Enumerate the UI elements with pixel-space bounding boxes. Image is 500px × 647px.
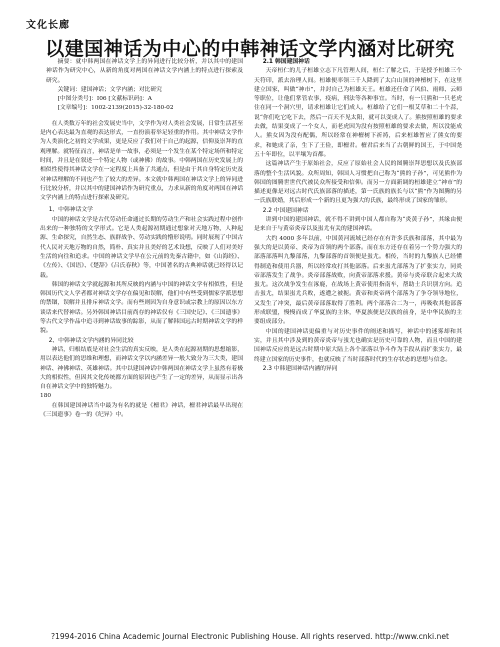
body-paragraph: 天帝桓仁的儿子桓雄立志下凡管理人间，桓仁了解之后，于是授予桓雄三个天符印，派去治理人间。桓雄便率领三千人降到了太白山顶的神檀树下，在这里建立国家，叫做“神市”，并封自己为桓雄天王。桓雄还任命了风伯、雨师、云师等职位，让他们掌管农事，疫病，刑法等各种事宜。当时，有一只熊和一只老虎住在同一个洞穴里，请求桓雄让它们成人。桓雄给了它们一根艾草和二十个蒜，说“你们吃它吃下去，然后一百天不见太阳，就可以变成人了。熊按照桓雄的要求去做，结果变成了一个女人，而老虎因为没有按照桓雄的要求去做，所以没能成人。熊女因为没有配偶，所以经常在神檀树下祈祷，后来桓雄暂应了熊女的要求，和她成了亲，生下了王俭，即檀君。檀君后来当了古朝鲜的国王，于中国尧五十年即位，以平壤为首都。: [254, 68, 462, 158]
section-heading: 2.3 中韩建国神话内涵的异同: [262, 365, 338, 372]
keywords-line: 关键词：建国神话；文学内涵；对比研究: [57, 86, 162, 93]
body-paragraph: 在人类数万年的社会发展史当中，文学作为对人类社会发展，日常生活甚至是内心表达最为直观的表达形式，一直扮演着举足轻重的作用。其中神话文学作为人类演化之初的文学成果，更是反应了我们对于自己的起源，信仰及崇拜的直观理解。就特征而言，神话是单一故事，必须是一个发生在某个特定场所和特定时间，并且是在叙述一个特定人物（或神佛）的故事。中韩两国在历史发展上的相似性使得其神话文学在一定程度上具备了共通点，但是由于其自身特定历史及对神话理解的不同也产生了较大的差异。本文就中韩两国在神话文学上的异同进行比较分析，并以其中的建国神话作为研究重点，力求从新的角度对两国在神话文学内涵上的特点进行探索及研究。: [40, 120, 243, 202]
section-heading: 2.2 中国建国神话: [262, 207, 309, 214]
right-column: [254, 58, 462, 374]
abstract-text: 摘要：就中韩两国在神话文学上的异同进行比较分析，并以其中的建国神话作为研究中心，从新的角度对两国在神话文学内涵上的特点进行探索及研究。: [46, 59, 243, 84]
classification-line: [中图分类号]：I06 [文献标识码]：A: [57, 96, 152, 103]
body-paragraph: 这篇神话产生于原始社会，反应了原始社会人民的图腾崇拜思想以及氏族部落的整个生活风貌。众所周知，韩国人习惯把自己称为“熊的子孙”，可见熊作为韩国的图腾世世代代被民众所接受和信仰。而另一方面新调的桓雄建立“神市”的描述更像是对远古时代氏族部落的描述，第一氏族的族长与以“熊”作为图腾的另一氏族联婚，其后形成一个新的且更为强大的氏族，最终形成了国家的雏形。: [254, 161, 462, 205]
abstract-block: [40, 58, 243, 114]
body-paragraph: 在韩国建国神话当中最为有名的就是《檀君》神话，檀君神话最早出现在《三国遗事》卷一的《纪异》中。: [40, 402, 243, 418]
journal-section-label: 文化长廊: [26, 20, 70, 31]
body-paragraph: 韩国的神话文学就起源和其所反映的内涵与中国的神话文学有相似性，但是韩国历代文人学者都对神话文学存在偏见和误解，他们中有些受到儒家学派思想的禁锢，误解并且排斥神话文学。而有些则因为自身意识或宗教上的原因以东方谈话来代替神话。另外韩国神话目前尚存的神话仅有《三国史记》、《三国遗事》等古代文学作品中追寻到神话故事的踪影，从而了解韩国远古时期神话文学的样貌。: [40, 281, 243, 335]
body-paragraph: 神话，归根结底是对社会生活的真实反映，是人类在起源初期的思想缩影，用以表达他们的思维和理想，而神话文学以内涵差异一般大致分为三大类，建国神话、神佛神话、英雄神话。其中以建国神话中韩两国在神话文学上虽然有着极大的相似性，但因其文化传统都方面的原因也产生了一定的差异，从而显示出各自在神话文学中的独特魅力。: [40, 346, 243, 391]
section-heading: 2.1 韩国建国神话: [262, 59, 310, 65]
article-id-line: [文章编号]：1002-2139(2015)-32-180-02: [57, 105, 174, 112]
section-heading: 2、中韩神话文学内涵的异同比较: [48, 337, 134, 344]
body-paragraph: 中国的神话文学是古代劳动任命通过长期的劳动生产和社会实践过程中创作出来的一种独特的文学形式。它是人类起源初期通过想象对天地万物，人种起源、生命探究，自然生态、族群战争、劳动实践的懵形说明。同时展现了中国古代人民对天地万物的自然，简朴、真实并且美好的艺术设想，反映了人们对美好生活的向往和追求。中国的神话文学早在公元前的先秦古籍中，如《山海经》、《左传》、《国语》、《楚辞》《吕氏春秋》等，中国著名的古典神话就已经得以记载。: [40, 216, 243, 279]
page-number: 180: [40, 393, 52, 400]
body-paragraph: 中国的建国神话更偏重与对历史事件的阐述和描写，神话中的迷雾却和其实，并且其中涉及到的黄帝炎帝与蚩尤也确实是历史可靠的人物，而且中国的建国神话反应的是远古时期中原大陆上各个部落以争斗作为手段从而扩张实力，最终建立国家的历史事件，也就反映了当时部落时代的生存状态的思想与信念。: [254, 328, 462, 363]
left-column: [40, 58, 243, 420]
body-paragraph: 讲到中国的建国神话，就不得不讲到中国人都自称为“炎黄子孙”，其缘由便是来自于与黄帝炎帝以及蚩尤有关的建国神话。: [254, 217, 462, 233]
copyright-footer: ?1994-2016 China Academic Journal Electronic Publishing House. All rights reserved. http://www.cnki.net: [50, 632, 449, 641]
section-heading: 1、中韩神话文学: [48, 207, 93, 214]
body-paragraph: 大约 4000 多年以前，中国黄河流域已经存在有许多氏族和部落，其中最为强大的是以黄帝、炎帝为首领的两个部落。而在东方还存在着另一个势力强大的部落部落叫九黎部落，九黎部落的首领便是蚩尤。相传，当时的九黎族人已经懂得制造和使用兵器，所以经常攻打其他部落。后来蚩尤部落为了扩张实力，同炎帝部落发生了战争。炎帝部落战败，向黄帝部落求援。黄帝与炎帝联合起来大战蚩尤。这次战争发生在涿鹿，在战场上黄帝使用指南车，帮助士兵识别方向。追击蚩尤，结果蚩尤兵败，遂遭之被扼。黄帝和炎帝两个部落为了争夺领导地位，又发生了冲突，最后黄帝部落取得了胜利。两个部落合二为一，再吸收其他部落形成联盟，慢慢而成了华夏族的主体，华夏族便是汉族的前身，是中华民族的主要组成部分。: [254, 235, 462, 326]
article-title: 以建国神话为中心的中韩神话文学内涵对比研究: [45, 38, 455, 60]
